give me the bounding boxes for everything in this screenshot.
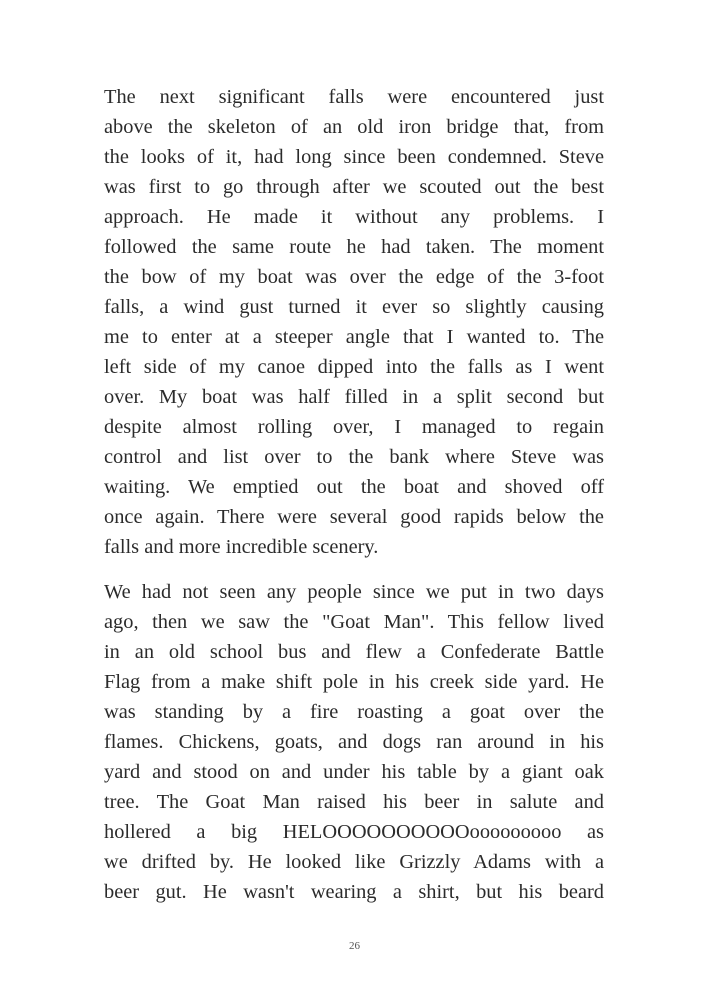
text-line: hollered a big HELOOOOOOOOOOooooooooo as (104, 821, 604, 843)
text-line: falls and more incredible scenery. (104, 536, 379, 558)
text-line: was first to go through after we scouted out the best (104, 176, 604, 198)
page-number: 26 (349, 940, 360, 952)
text-line: tree. The Goat Man raised his beer in salute and (104, 791, 604, 813)
text-line: was standing by a fire roasting a goat over the (104, 701, 604, 723)
paragraph-1 (104, 82, 604, 562)
text-line: above the skeleton of an old iron bridge that, from (104, 116, 604, 138)
text-line: waiting. We emptied out the boat and shoved off (104, 476, 604, 498)
text-line: followed the same route he had taken. The moment (104, 236, 604, 258)
text-line: approach. He made it without any problems. I (104, 206, 604, 228)
text-line: left side of my canoe dipped into the falls as I went (104, 356, 604, 378)
text-line: despite almost rolling over, I managed to regain (104, 416, 604, 438)
text-line: We had not seen any people since we put in two days (104, 581, 604, 603)
text-line: Flag from a make shift pole in his creek side yard. He (104, 671, 604, 693)
paragraph-2 (104, 577, 604, 907)
text-line: in an old school bus and flew a Confederate Battle (104, 641, 604, 663)
text-line: beer gut. He wasn't wearing a shirt, but his beard (104, 881, 604, 903)
text-line: control and list over to the bank where Steve was (104, 446, 604, 468)
text-line: flames. Chickens, goats, and dogs ran around in his (104, 731, 604, 753)
text-line: yard and stood on and under his table by a giant oak (104, 761, 604, 783)
text-line: falls, a wind gust turned it ever so slightly causing (104, 296, 604, 318)
text-line: The next significant falls were encountered just (104, 86, 604, 108)
text-line: the looks of it, had long since been condemned. Steve (104, 146, 604, 168)
text-line: me to enter at a steeper angle that I wanted to. The (104, 326, 604, 348)
text-line: over. My boat was half filled in a split second but (104, 386, 604, 408)
text-line: ago, then we saw the "Goat Man". This fellow lived (104, 611, 604, 633)
text-line: we drifted by. He looked like Grizzly Adams with a (104, 851, 604, 873)
text-line: once again. There were several good rapids below the (104, 506, 604, 528)
text-line: the bow of my boat was over the edge of the 3-foot (104, 266, 604, 288)
